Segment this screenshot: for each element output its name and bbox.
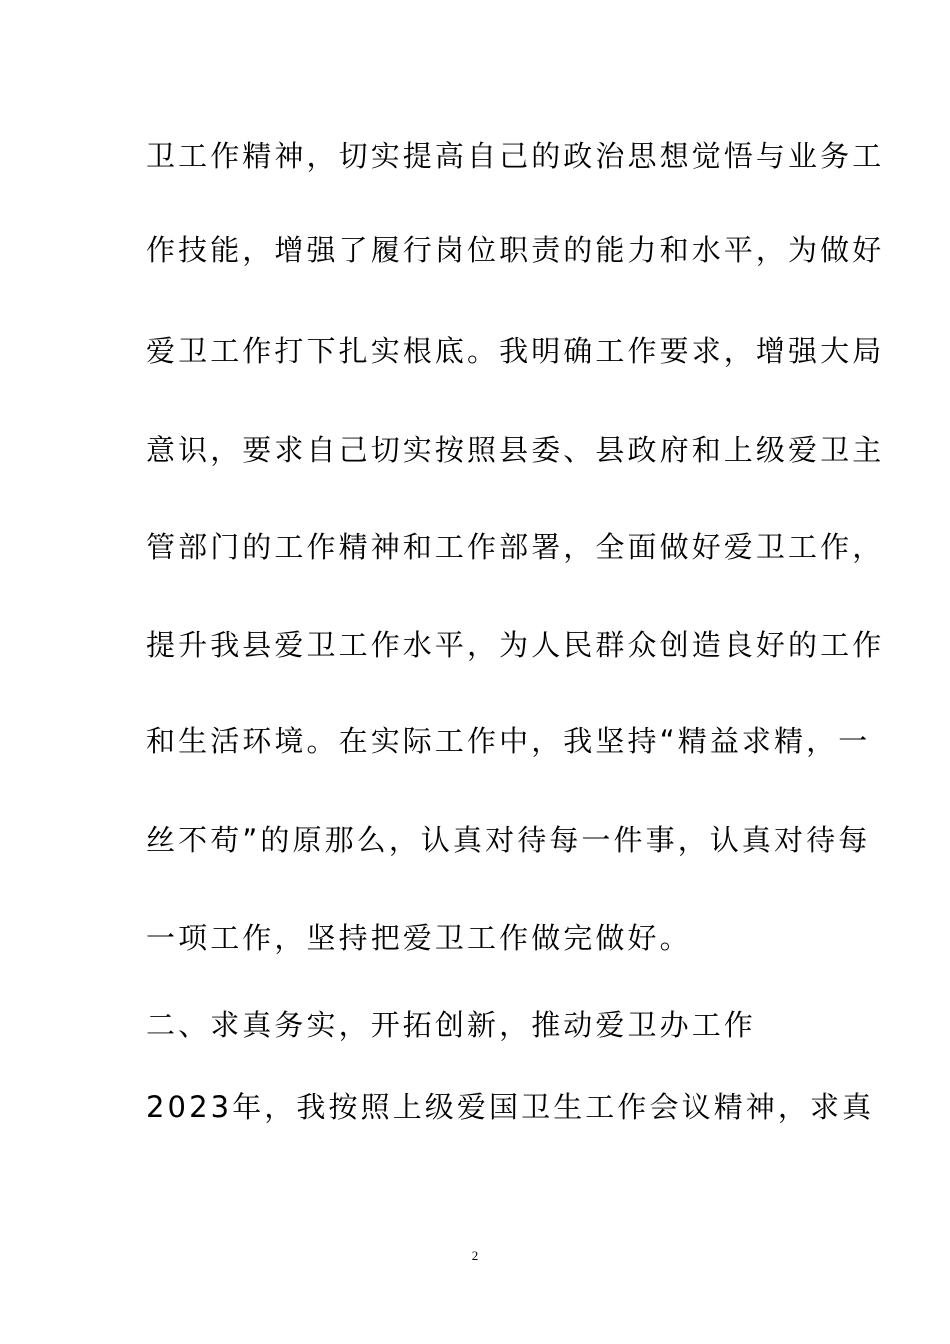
paragraph-line-1: 卫工作精神，切实提高自己的政治思想觉悟与业务工 — [146, 139, 885, 173]
section-heading: 二、求真务实，开拓创新，推动爱卫办工作 — [146, 1008, 756, 1042]
paragraph-line-7: 和生活环境。在实际工作中，我坚持“精益求精，一 — [146, 724, 871, 758]
paragraph-line-4: 意识，要求自己切实按照县委、县政府和上级爱卫主 — [146, 433, 885, 467]
page-number: 2 — [471, 1248, 479, 1263]
paragraph-line-3: 爱卫工作打下扎实根底。我明确工作要求，增强大局 — [146, 334, 885, 368]
paragraph-line-8: 丝不苟”的原那么，认真对待每一件事，认真对待每 — [146, 823, 871, 857]
paragraph-line-9: 一项工作，坚持把爱卫工作做完做好。 — [146, 921, 692, 955]
paragraph-line-2: 作技能，增强了履行岗位职责的能力和水平，为做好 — [146, 233, 885, 267]
paragraph-line-5: 管部门的工作精神和工作部署，全面做好爱卫工作， — [146, 530, 885, 564]
paragraph-line-10: 2023年，我按照上级爱国卫生工作会议精神，求真 — [146, 1090, 875, 1124]
paragraph-line-6: 提升我县爱卫工作水平，为人民群众创造良好的工作 — [146, 628, 885, 662]
